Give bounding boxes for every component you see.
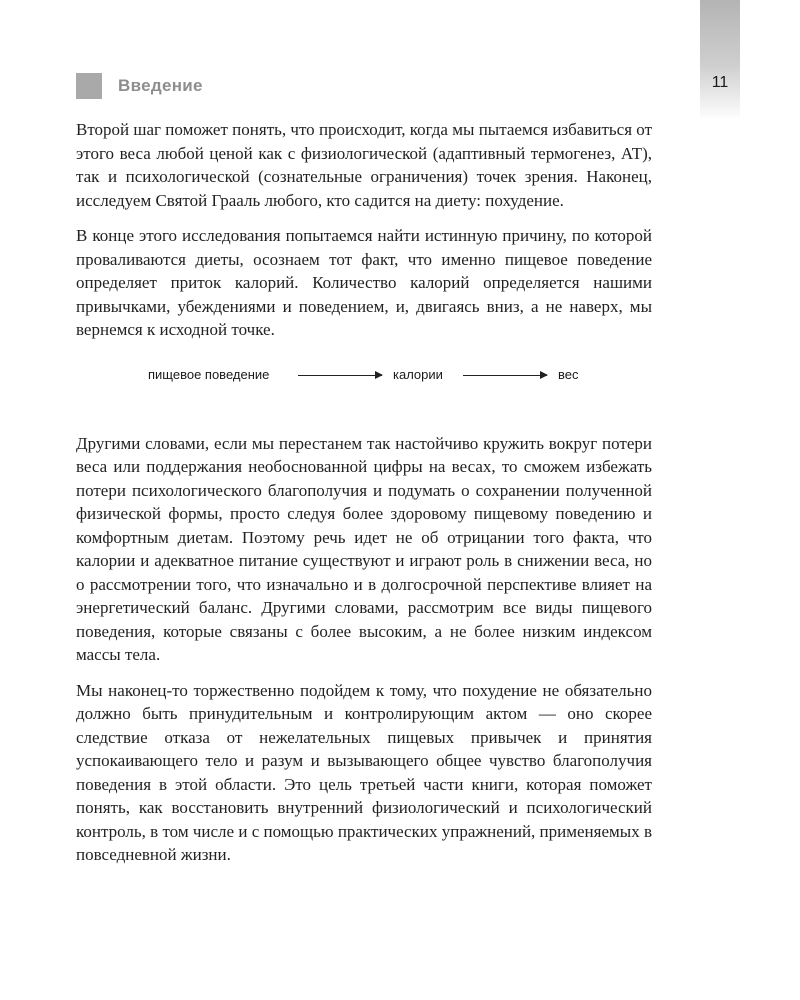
paragraph-3: Другими словами, если мы перестанем так настойчиво кружить вокруг потери веса или поддержания необоснованной цифры на весах, то сможем избежать потери психологического благополучия и подумать о сохранении полученной физической формы, просто следуя более здоровому пищевому поведению и комфортным диетам. Поэтому речь идет не об отрицании того факта, что калории и адекватное питание существуют и играют роль в снижении веса, но о рассмотрении того, что изначально и в долгосрочной перспективе влияет на энергетический баланс. Другими словами, рассмотрим все виды пищевого поведения, которые связаны с более высоким, а не более низким индексом массы тела. — [76, 433, 652, 664]
flow-arrow-2 — [463, 375, 547, 376]
section-header — [76, 73, 203, 99]
flow-node-weight: вес — [558, 366, 579, 382]
section-title: Введение — [118, 76, 203, 95]
paragraph-1: Второй шаг поможет понять, что происходит, когда мы пытаемся избавиться от этого веса любой ценой как с физиологической (адаптивный термогенез, АТ), так и психологической (сознательные ограничения) точек зрения. Наконец, исследуем Святой Грааль любого, кто садится на диету: похудение. — [76, 120, 652, 210]
flow-arrow-1 — [298, 375, 382, 376]
paragraph-4: Мы наконец-то торжественно подойдем к тому, что похудение не обязательно должно быть принудительным и контролирующим актом — оно скорее следствие отказа от нежелательных пищевых привычек и принятия успокаивающего тело и разум и вызывающего общее чувство благополучия поведения в этой области. Это цель третьей части книги, которая поможет понять, как восстановить внутренний физиологический и психологический контроль, в том числе и с помощью практических упражнений, применяемых в повседневной жизни. — [76, 680, 652, 864]
page-number: 11 — [711, 74, 729, 91]
paragraph-2: В конце этого исследования попытаемся найти истинную причину, по которой проваливаются диеты, осознаем тот факт, что именно пищевое поведение определяет приток калорий. Количество калорий определяется нашими привычками, убеждениями и поведением, и, двигаясь вниз, а не наверх, мы вернемся к исходной точке. — [76, 226, 652, 339]
flow-diagram — [76, 342, 652, 432]
flow-node-eating-behavior: пищевое поведение — [148, 366, 270, 382]
page-tab — [700, 0, 740, 120]
flow-node-calories: калории — [393, 366, 443, 382]
page-content — [76, 118, 652, 867]
section-marker — [76, 73, 102, 99]
